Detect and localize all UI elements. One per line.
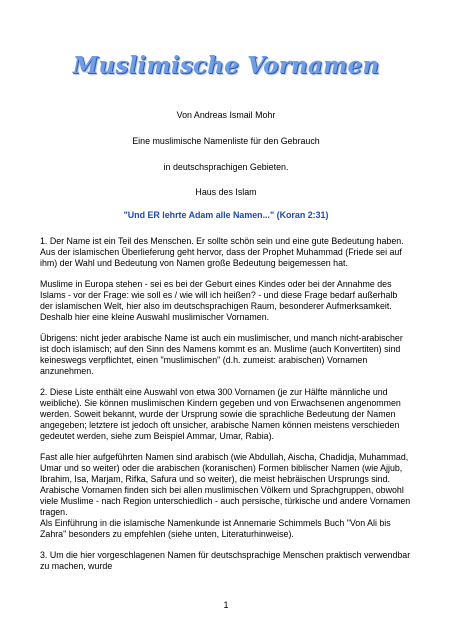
- paragraph: Muslime in Europa stehen - sei es bei der Geburt eines Kindes oder bei der Annahme des Islams - vor der Frage: wie soll es / wie will ich heißen? - und diese Frage bedarf außerhalb der islamischen Welt, hier also im deutschsprachigen Raum, besonderer Aufmerksamkeit. Deshalb hier eine kleine Auswahl muslimischer Vornamen.: [40, 279, 398, 322]
- paragraph: 3. Um die hier vorgeschlagenen Namen für deutschsprachige Menschen praktisch verwendbar zu machen, wurde: [40, 550, 411, 571]
- publisher-line: Haus des Islam: [195, 187, 257, 197]
- body-text: [40, 236, 412, 572]
- region-line: in deutschsprachigen Gebieten.: [163, 162, 289, 172]
- paragraph: 1. Der Name ist ein Teil des Menschen. Er sollte schön sein und eine gute Bedeutung haben. Aus der islamischen Überlieferung geht hervor, dass der Prophet Muhammad (Friede sei auf ihm) der Wahl und Bedeutung von Namen große Bedeutung beigemessen hat.: [40, 236, 404, 268]
- page-number: 1: [223, 600, 229, 610]
- document-title: Muslimische Vornamen: [72, 52, 380, 79]
- author-line: Von Andreas Ismail Mohr: [176, 110, 276, 120]
- title-block: [40, 0, 412, 102]
- paragraph: Fast alle hier aufgeführten Namen sind arabisch (wie Abdullah, Aischa, Chadidja, Muhammad, Umar und so weiter) oder die arabischen (koranischen) Formen biblischer Namen (wie Ajjub, Ibrahim, Isa, Marjam, Rifka, Safura und so weiter), die meist hebräischen Ursprungs sind. Arabische Vornamen finden sich bei allen muslimischen Völkern und Sprachgruppen, obwohl viele Muslime - nach Region unterschiedlich - auch persische, türkische und andere Vornamen tragen.: [40, 452, 411, 517]
- paragraph: 2. Diese Liste enthält eine Auswahl von etwa 300 Vornamen (je zur Hälfte männliche und weibliche). Sie können muslimischen Kindern gegeben und von Erwachsenen angenommen werden. Soweit bekannt, wurde der Ursprung sowie die sprachliche Bedeutung der Namen angegeben; letztere ist jedoch oft unsicher, arabische Namen können meistens verschieden gedeutet werden, siehe zum Beispiel Ammar, Umar, Rabia).: [40, 387, 401, 441]
- paragraph: Übrigens: nicht jeder arabische Name ist auch ein muslimischer, und manch nicht-arabischer ist doch islamisch; auf den Sinn des Namens kommt es an. Muslime (auch Konvertiten) sind keineswegs verpflichtet, einen "muslimischen" (d.h. zumeist: arabischen) Vornamen anzunehmen.: [40, 333, 403, 376]
- subtitle-line: Eine muslimische Namenliste für den Gebrauch: [132, 136, 320, 146]
- quran-quote: "Und ER lehrte Adam alle Namen..." (Koran 2:31): [123, 210, 329, 220]
- paragraph: Als Einführung in die islamische Namenkunde ist Annemarie Schimmels Buch "Von Ali bis Zahra" besonders zu empfehlen (siehe unten, Literaturhinweise).: [40, 518, 391, 539]
